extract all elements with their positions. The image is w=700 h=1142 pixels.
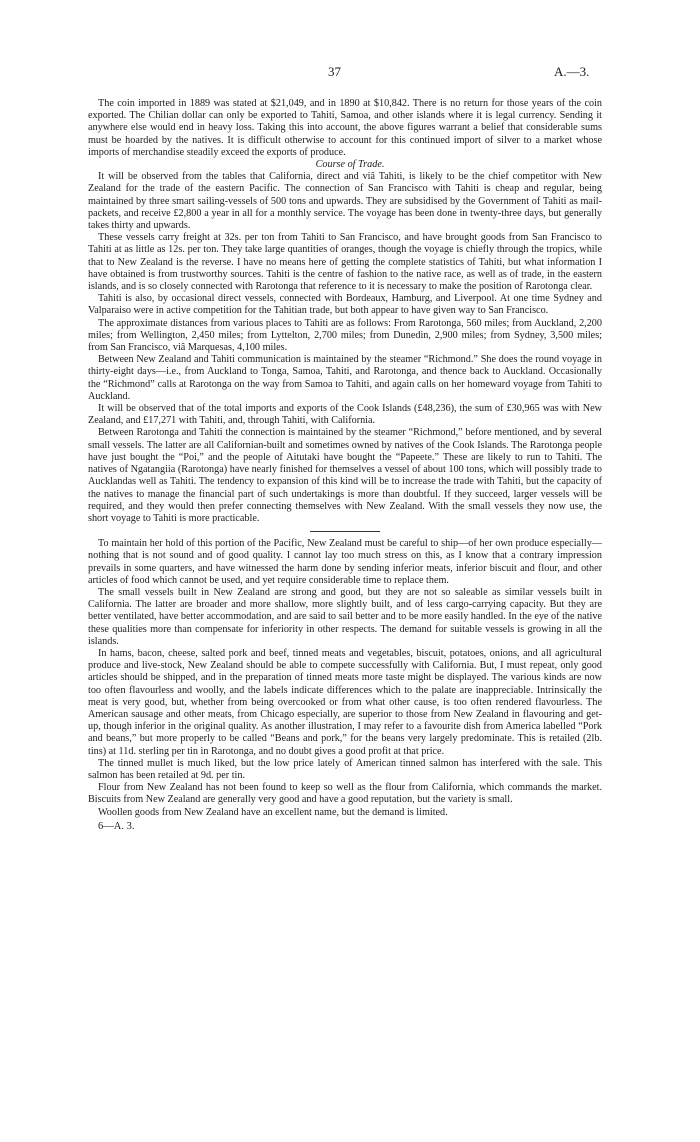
- signature-mark: 6—A. 3.: [98, 820, 135, 832]
- section-divider: [310, 531, 380, 532]
- paragraph: Tahiti is also, by occasional direct vessels, connected with Bordeaux, Hamburg, and Liverpool. At one time Sydney and Valparaiso were in active competition for the Tahitian trade, but both appear to have given way to San Francisco.: [88, 293, 602, 317]
- paragraph: Between Rarotonga and Tahiti the connection is maintained by the steamer “Richmond,” before mentioned, and by several small vessels. The latter are all Californian-built and sometimes owned by natives of the Cook Islands. The Rarotonga people have just bought the “Poi,” and the people of Aitutaki have bought the “Papeete.” These are likely to run to Tahiti. The natives of Ngatangiia (Rarotonga) have nearly finished for themselves a vessel of about 100 tons, which will possibly trade to Aucklandas well as Tahiti. The tendency to expansion of this kind will be to increase the trade with Tahiti, but the capacity of the natives to manage the financial part of such undertakings is more than doubtful. If they succeed, larger vessels will be required, and they would then prefer connecting themselves with New Zealand. With the small vessels they now use, the short voyage to Tahiti is more practicable.: [88, 427, 602, 524]
- body-text: [88, 98, 602, 819]
- section-heading: Course of Trade.: [315, 159, 385, 171]
- paragraph: These vessels carry freight at 32s. per ton from Tahiti to San Francisco, and have brought goods from San Francisco to Tahiti at as little as 12s. per ton. They take large quantities of oranges, though the voyage is chiefly through the tropics, while that to New Zealand is the reverse. I have no means here of getting the complete statistics of Tahiti, but what information I have obtained is from trustworthy sources. Tahiti is the centre of fashion to the native race, as well as of trade, in the eastern islands, and is so closely connected with Rarotonga that reference to it is necessary to make the position of Rarotonga clear.: [88, 232, 602, 293]
- page-header: [88, 64, 602, 84]
- paragraph: To maintain her hold of this portion of the Pacific, New Zealand must be careful to ship—of her own produce especially—nothing that is not sound and of good quality. I cannot lay too much stress on this, as I know that a contrary impression prevails in some quarters, and have witnessed the harm done by sending inferior meats, inferior biscuit and flour, and other articles of food which cannot be used, and yet require considerable time to replace them.: [88, 538, 602, 586]
- paragraph: The small vessels built in New Zealand are strong and good, but they are not so saleable as similar vessels built in California. The latter are broader and more shallow, more slightly built, and of less cargo-carrying capacity. But they are better ventilated, have better accommodation, and are said to sail better and to be more easily handled. In the eye of the native these qualities more than compensate for inferiority in other respects. The demand for suitable vessels is growing in all the islands.: [88, 586, 602, 647]
- paragraph: Between New Zealand and Tahiti communication is maintained by the steamer “Richmond.” She does the round voyage in thirty-eight days—i.e., from Auckland to Tonga, Samoa, Tahiti, and Rarotonga, and thence back to Auckland. Occasionally the “Richmond” calls at Rarotonga on the way from Samoa to Tahiti, and again calls on her homeward voyage from Tahiti to Auckland.: [88, 354, 602, 402]
- page-number: 37: [328, 64, 341, 79]
- paragraph: The tinned mullet is much liked, but the low price lately of American tinned salmon has interfered with the sale. This salmon has been retailed at 9d. per tin.: [88, 757, 602, 781]
- paragraph: The approximate distances from various places to Tahiti are as follows: From Rarotonga, 560 miles; from Auckland, 2,200 miles; from Wellington, 2,450 miles; from Lyttelton, 2,700 miles; from Dunedin, 2,900 miles; from Sydney, 3,500 miles; from San Francisco, viâ Marquesas, 4,100 miles.: [88, 317, 602, 354]
- paragraph: It will be observed from the tables that California, direct and viâ Tahiti, is likely to be the chief competitor with New Zealand for the trade of the eastern Pacific. The connection of San Francisco with Tahiti is cheap and regular, being maintained by three smart sailing-vessels of 500 tons and upwards. They are subsidised by the Government of Tahiti as mail-packets, and receive £2,800 a year in all for a monthly service. The voyage has been done in twenty-three days, but generally takes thirty and upwards.: [88, 171, 602, 232]
- document-page: [88, 64, 602, 832]
- document-reference: A.—3.: [554, 64, 590, 79]
- paragraph: In hams, bacon, cheese, salted pork and beef, tinned meats and vegetables, biscuit, potatoes, onions, and all agricultural produce and live-stock, New Zealand should be able to compete successfully with California. But, I must repeat, only good articles should be shipped, and in the preparation of tinned meats more taste might be displayed. The various kinds are now too often flavourless and woolly, and the labels indicate differences which to the palate are inappreciable. Intrinsically the meat is very good, but, whether from being overcooked or from what other cause, is too often rendered flavourless. The American sausage and other meats, from Chicago especially, are superior to those from New Zealand in flavouring and get-up, though inferior in the original quality. As another illustration, I may refer to a favourite dish from America labelled “Pork and beans,” but more properly to be called “Beans and pork,” for the beans very largely predominate. This is retailed (2lb. tins) at 11d. sterling per tin in Rarotonga, and no doubt gives a good profit at that price.: [88, 647, 602, 757]
- paragraph: It will be observed that of the total imports and exports of the Cook Islands (£48,236), the sum of £30,965 was with New Zealand, and £17,271 with Tahiti, and, through Tahiti, with California.: [88, 403, 602, 427]
- paragraph: Woollen goods from New Zealand have an excellent name, but the demand is limited.: [98, 806, 448, 818]
- paragraph: Flour from New Zealand has not been found to keep so well as the flour from California, which commands the market. Biscuits from New Zealand are generally very good and have a good reputation, but the variety is small.: [88, 782, 602, 806]
- paragraph: The coin imported in 1889 was stated at $21,049, and in 1890 at $10,842. There is no return for those years of the coin exported. The Chilian dollar can only be exported to Tahiti, Samoa, and other islands where it is legal currency. Sending it anywhere else would end in heavy loss. Taking this into account, the above figures warrant a belief that considerable sums must be hoarded by the natives. It is difficult otherwise to account for this continued import of silver to a market whose imports of merchandise steadily exceed the exports of produce.: [88, 98, 602, 158]
